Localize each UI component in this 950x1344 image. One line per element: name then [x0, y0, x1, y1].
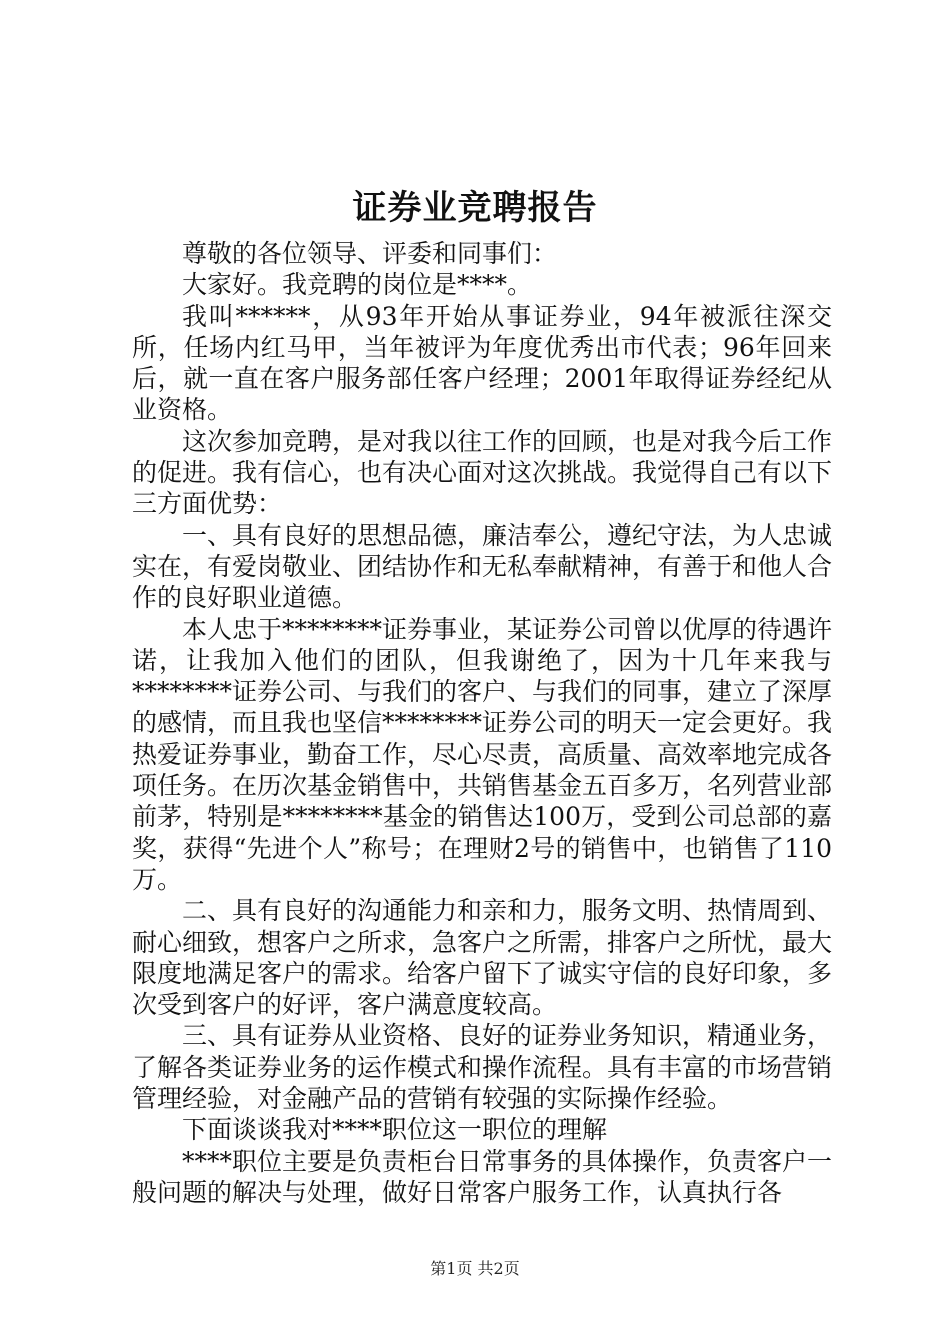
document-title: 证券业竞聘报告 — [352, 188, 598, 228]
document-body — [132, 238, 832, 1208]
paragraph-greeting: 大家好。我竞聘的岗位是****。 — [182, 270, 533, 300]
paragraph-loyalty: 本人忠于********证券事业，某证券公司曾以优厚的待遇许诺，让我加入他们的团队，但我谢绝了，因为十几年来我与********证券公司、与我们的客户、与我们的同事，建立了深厚的感情，而且我也坚信********证券公司的明天一定会更好。我热爱证券事业，勤奋工作，尽心尽责，高质量、高效率地完成各项任务。在历次基金销售中，共销售基金五百多万，名列营业部前茅，特别是********基金的销售达100万，受到公司总部的嘉奖，获得“先进个人”称号；在理财2号的销售中，也销售了110万。 — [132, 614, 833, 894]
paragraph-position-duties: ****职位主要是负责柜台日常事务的具体操作，负责客户一般问题的解决与处理，做好日常客户服务工作，认真执行各 — [132, 1146, 833, 1207]
paragraph-advantage-2: 二、具有良好的沟通能力和亲和力，服务文明、热情周到、耐心细致，想客户之所求，急客户之所需，排客户之所忧，最大限度地满足客户的需求。给客户留下了诚实守信的良好印象，多次受到客户的好评，客户满意度较高。 — [132, 896, 833, 1020]
paragraph-salutation: 尊敬的各位领导、评委和同事们： — [182, 239, 558, 268]
paragraph-advantage-3: 三、具有证券从业资格、良好的证券业务知识，精通业务，了解各类证券业务的运作模式和操作流程。具有丰富的市场营销管理经验，对金融产品的营销有较强的实际操作经验。 — [132, 1021, 833, 1114]
page-number-footer: 第1页 共2页 — [430, 1259, 520, 1278]
paragraph-position-intro: 下面谈谈我对****职位这一职位的理解 — [182, 1115, 608, 1145]
paragraph-advantage-1: 一、具有良好的思想品德，廉洁奉公，遵纪守法，为人忠诚实在，有爱岗敬业、团结协作和无私奉献精神，有善于和他人合作的良好职业道德。 — [132, 520, 833, 613]
paragraph-motivation: 这次参加竞聘，是对我以往工作的回顾，也是对我今后工作的促进。我有信心，也有决心面对这次挑战。我觉得自己有以下三方面优势： — [132, 426, 833, 519]
paragraph-background: 我叫******，从93年开始从事证券业，94年被派往深交所，任场内红马甲，当年被评为年度优秀出市代表；96年回来后，就一直在客户服务部任客户经理；2001年取得证券经纪从业资格。 — [132, 301, 832, 425]
